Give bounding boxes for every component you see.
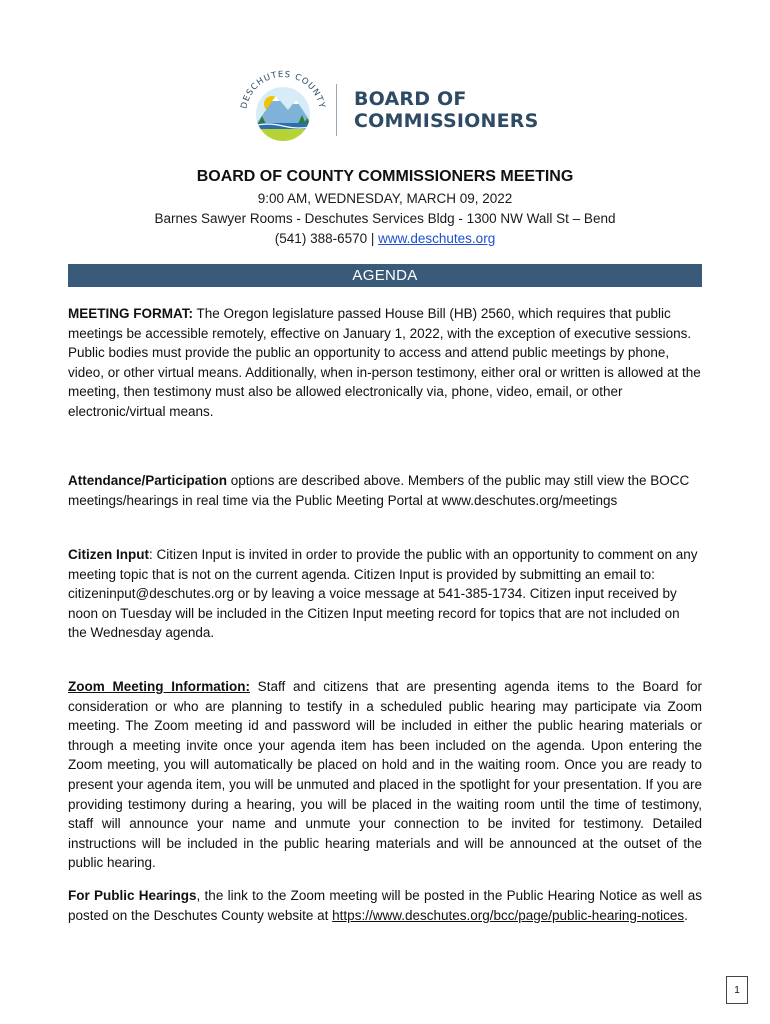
meeting-format-lead: MEETING FORMAT:: [68, 306, 193, 321]
meeting-location: Barnes Sawyer Rooms - Deschutes Services Bldg - 1300 NW Wall St – Bend: [154, 211, 616, 226]
page-number: 1: [726, 976, 748, 1004]
wordmark-line-1: BOARD OF: [354, 88, 467, 110]
board-of-commissioners-wordmark: [354, 88, 539, 132]
wordmark-line-2: COMMISSIONERS: [354, 110, 539, 132]
logo-divider: [336, 84, 337, 136]
agenda-heading-bar: AGENDA: [68, 264, 702, 287]
county-seal-icon: [236, 66, 330, 146]
county-logo: [236, 66, 546, 146]
meeting-datetime: 9:00 AM, WEDNESDAY, MARCH 09, 2022: [257, 191, 513, 206]
contact-separator: |: [367, 231, 379, 246]
attendance-paragraph: [68, 471, 702, 510]
attendance-body: options are described above. Members of the public may still view the BOCC meetings/hearings in real time via the Public Meeting Portal at www.deschutes.org/meetings: [68, 473, 690, 508]
website-link[interactable]: www.deschutes.org: [378, 231, 496, 246]
meeting-format-paragraph: [68, 304, 702, 422]
meeting-title: BOARD OF COUNTY COMMISSIONERS MEETING: [196, 168, 574, 185]
public-hearings-lead: For Public Hearings: [68, 888, 197, 903]
zoom-info-body: Staff and citizens that are presenting agenda items to the Board for consideration or who are planning to testify in a scheduled public hearing may participate via Zoom meeting. The Zoom meeting id and password will be included in either the public hearing materials or through a meeting invite once your agenda item has been included on the agenda. Upon entering the Zoom meeting, you will automatically be placed on hold and in the waiting room. Once you are ready to present your agenda item, you will be unmuted and placed in the spotlight for your presentation. If you are providing testimony during a hearing, you will be placed in the waiting room until the time of testimony, staff will announce your name and unmute your connection to be invited for testimony. Detailed instructions will be included in the public hearing materials and will be announced at the outset of the public hearing.: [68, 679, 703, 871]
public-hearings-paragraph: [68, 886, 702, 925]
citizen-input-body: : Citizen Input is invited in order to provide the public with an opportunity to comment on any meeting topic that is not on the current agenda. Citizen Input is provided by submitting an email to: citizeninput@deschutes.org or by leaving a voice message at 541-385-1734. Citizen input received by noon on Tuesday will be included in the Citizen Input meeting record for topics that are not included on the Wednesday agenda.: [68, 547, 698, 641]
public-hearing-notices-link[interactable]: https://www.deschutes.org/bcc/page/public-hearing-notices: [332, 907, 685, 923]
citizen-input-lead: Citizen Input: [68, 547, 149, 562]
citizen-input-paragraph: [68, 545, 702, 643]
attendance-lead: Attendance/Participation: [68, 473, 228, 488]
contact-line: [68, 230, 702, 248]
public-hearings-body: , the link to the Zoom meeting will be posted in the Public Hearing Notice as well as posted on the Deschutes County website at: [68, 888, 702, 923]
zoom-info-paragraph: [68, 677, 702, 873]
grass-shape: [254, 129, 314, 146]
phone-number: (541) 388-6570: [274, 231, 368, 246]
zoom-info-lead: Zoom Meeting Information:: [68, 679, 250, 694]
public-hearings-tail: .: [684, 907, 688, 923]
seal-text: DESCHUTES COUNTY: [239, 69, 327, 110]
meeting-format-body: The Oregon legislature passed House Bill (HB) 2560, which requires that public meetings be accessible remotely, effective on January 1, 2022, with the exception of executive sessions. Public bodies must provide the public an opportunity to access and attend public meetings by phone, video, or other virtual means. Additionally, when in-person testimony, either oral or written is allowed at the meeting, then testimony must also be allowed electronically via, phone, video, email, or other electronic/virtual means.: [68, 306, 701, 419]
